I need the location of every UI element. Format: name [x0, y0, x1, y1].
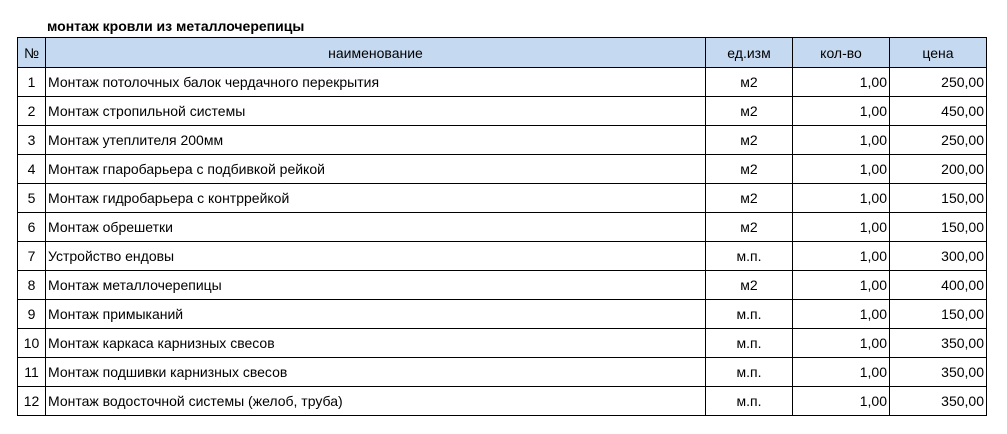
- cell-name[interactable]: Монтаж гидробарьера с контррейкой: [46, 184, 706, 213]
- table-row: [18, 126, 987, 155]
- cell-num[interactable]: 1: [18, 68, 46, 97]
- cell-name[interactable]: Устройство ендовы: [46, 242, 706, 271]
- cell-unit[interactable]: м.п.: [706, 300, 793, 329]
- cell-num[interactable]: 10: [18, 329, 46, 358]
- header-num[interactable]: №: [18, 38, 46, 68]
- table-row: [18, 387, 987, 416]
- cell-price[interactable]: 350,00: [890, 358, 987, 387]
- cell-qty[interactable]: 1,00: [793, 68, 890, 97]
- cell-num[interactable]: 11: [18, 358, 46, 387]
- table-row: [18, 358, 987, 387]
- cell-name[interactable]: Монтаж потолочных балок чердачного перекрытия: [46, 68, 706, 97]
- cell-unit[interactable]: м2: [706, 184, 793, 213]
- table-row: [18, 300, 987, 329]
- cell-unit[interactable]: м.п.: [706, 358, 793, 387]
- table-row: [18, 97, 987, 126]
- cell-price[interactable]: 350,00: [890, 387, 987, 416]
- price-table: [17, 37, 987, 416]
- table-row: [18, 155, 987, 184]
- cell-unit[interactable]: м.п.: [706, 387, 793, 416]
- cell-name[interactable]: Монтаж утеплителя 200мм: [46, 126, 706, 155]
- cell-qty[interactable]: 1,00: [793, 300, 890, 329]
- cell-price[interactable]: 150,00: [890, 213, 987, 242]
- header-unit[interactable]: ед.изм: [706, 38, 793, 68]
- header-name[interactable]: наименование: [46, 38, 706, 68]
- cell-qty[interactable]: 1,00: [793, 184, 890, 213]
- cell-unit[interactable]: м2: [706, 213, 793, 242]
- cell-price[interactable]: 150,00: [890, 184, 987, 213]
- table-body: [18, 68, 987, 416]
- cell-name[interactable]: Монтаж водосточной системы (желоб, труба): [46, 387, 706, 416]
- sheet-title: монтаж кровли из металлочерепицы: [47, 18, 305, 34]
- cell-unit[interactable]: м.п.: [706, 242, 793, 271]
- cell-num[interactable]: 5: [18, 184, 46, 213]
- cell-num[interactable]: 7: [18, 242, 46, 271]
- cell-unit[interactable]: м2: [706, 97, 793, 126]
- cell-name[interactable]: Монтаж каркаса карнизных свесов: [46, 329, 706, 358]
- table-row: [18, 329, 987, 358]
- cell-qty[interactable]: 1,00: [793, 242, 890, 271]
- cell-name[interactable]: Монтаж металлочерепицы: [46, 271, 706, 300]
- header-price[interactable]: цена: [890, 38, 987, 68]
- cell-qty[interactable]: 1,00: [793, 271, 890, 300]
- cell-unit[interactable]: м2: [706, 126, 793, 155]
- cell-num[interactable]: 8: [18, 271, 46, 300]
- cell-qty[interactable]: 1,00: [793, 329, 890, 358]
- table-row: [18, 271, 987, 300]
- cell-qty[interactable]: 1,00: [793, 155, 890, 184]
- cell-qty[interactable]: 1,00: [793, 213, 890, 242]
- cell-price[interactable]: 150,00: [890, 300, 987, 329]
- table-row: [18, 184, 987, 213]
- cell-unit[interactable]: м2: [706, 68, 793, 97]
- cell-num[interactable]: 4: [18, 155, 46, 184]
- cell-num[interactable]: 6: [18, 213, 46, 242]
- cell-price[interactable]: 450,00: [890, 97, 987, 126]
- cell-unit[interactable]: м2: [706, 271, 793, 300]
- cell-name[interactable]: Монтаж примыканий: [46, 300, 706, 329]
- header-qty[interactable]: кол-во: [793, 38, 890, 68]
- cell-price[interactable]: 350,00: [890, 329, 987, 358]
- cell-price[interactable]: 300,00: [890, 242, 987, 271]
- table-row: [18, 213, 987, 242]
- cell-price[interactable]: 250,00: [890, 68, 987, 97]
- table-row: [18, 242, 987, 271]
- header-row: [18, 38, 987, 68]
- cell-qty[interactable]: 1,00: [793, 126, 890, 155]
- cell-name[interactable]: Монтаж стропильной системы: [46, 97, 706, 126]
- cell-num[interactable]: 12: [18, 387, 46, 416]
- cell-qty[interactable]: 1,00: [793, 358, 890, 387]
- cell-name[interactable]: Монтаж подшивки карнизных свесов: [46, 358, 706, 387]
- cell-qty[interactable]: 1,00: [793, 97, 890, 126]
- cell-num[interactable]: 2: [18, 97, 46, 126]
- cell-unit[interactable]: м.п.: [706, 329, 793, 358]
- cell-name[interactable]: Монтаж гпаробарьера с подбивкой рейкой: [46, 155, 706, 184]
- cell-price[interactable]: 400,00: [890, 271, 987, 300]
- cell-qty[interactable]: 1,00: [793, 387, 890, 416]
- table-row: [18, 68, 987, 97]
- cell-name[interactable]: Монтаж обрешетки: [46, 213, 706, 242]
- cell-num[interactable]: 3: [18, 126, 46, 155]
- cell-num[interactable]: 9: [18, 300, 46, 329]
- cell-price[interactable]: 250,00: [890, 126, 987, 155]
- cell-unit[interactable]: м2: [706, 155, 793, 184]
- cell-price[interactable]: 200,00: [890, 155, 987, 184]
